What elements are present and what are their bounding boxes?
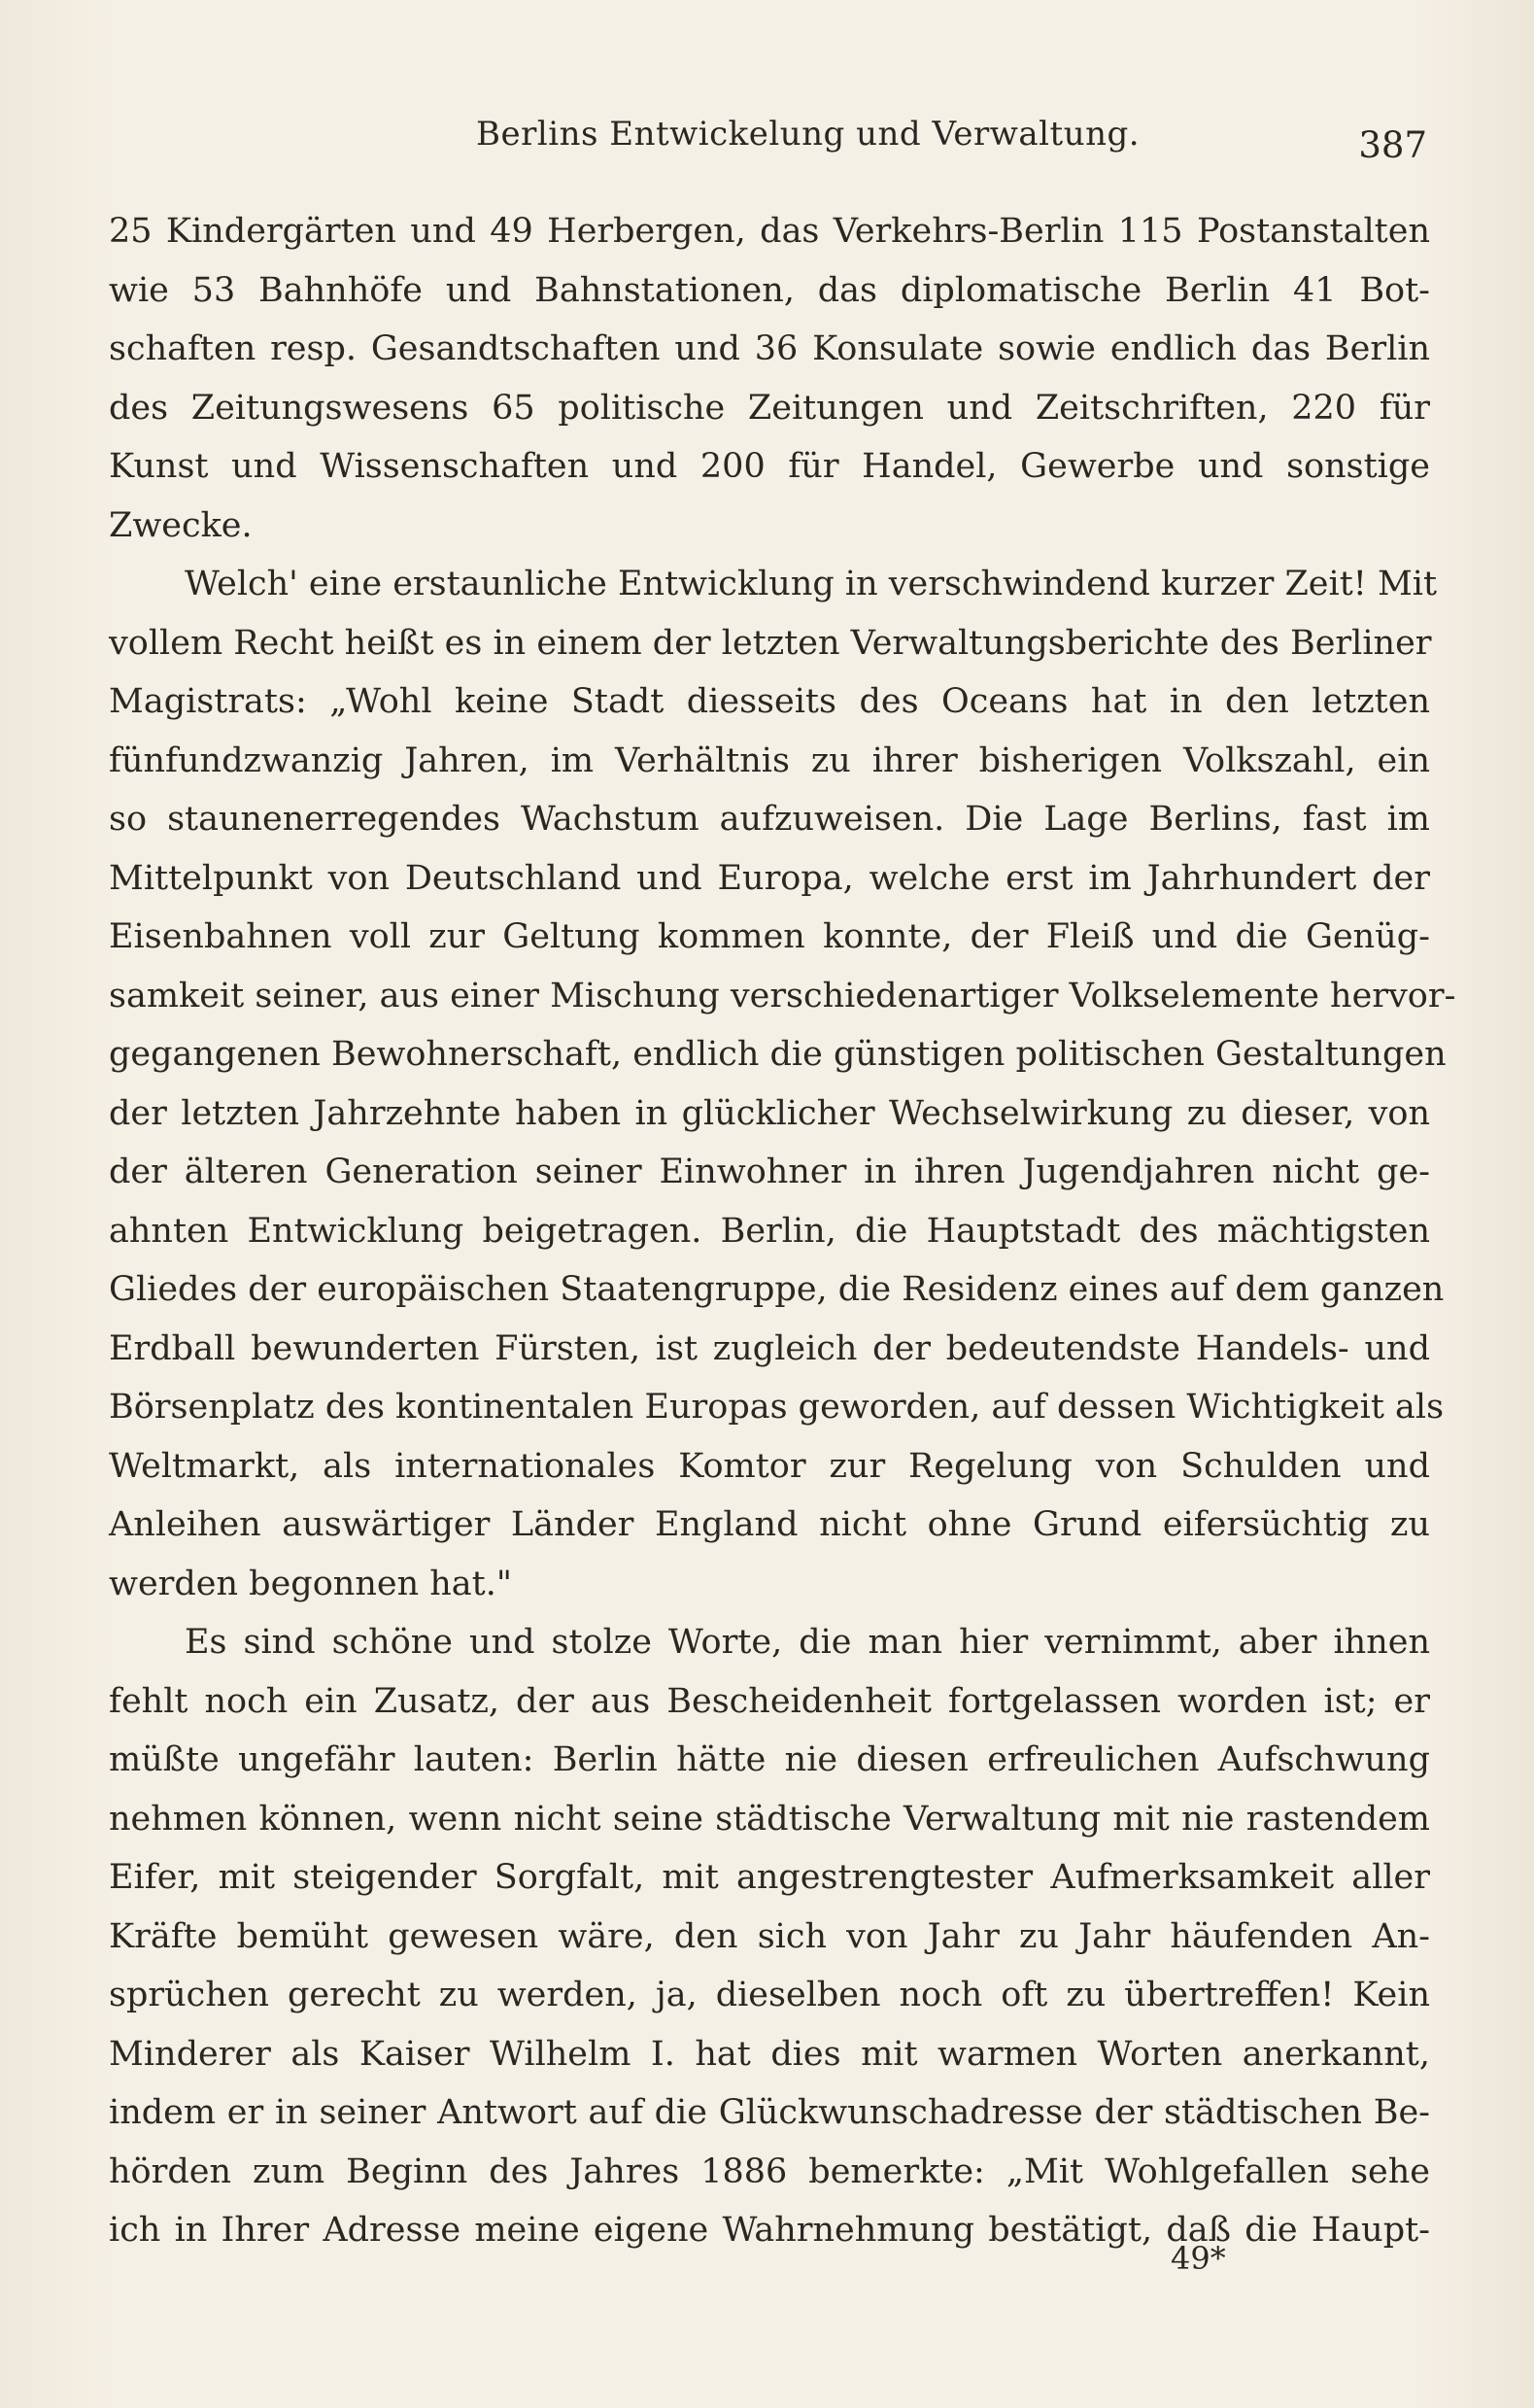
text-line: Magistrats: „Wohl keine Stadt diesseits des Oceans hat in den letzten xyxy=(109,682,1430,721)
text-line: schaften resp. Gesandtschaften und 36 Konsulate sowie endlich das Berlin xyxy=(109,329,1430,368)
text-line: der letzten Jahrzehnte haben in glücklicher Wechselwirkung zu dieser, von xyxy=(109,1093,1430,1133)
text-line: fünfundzwanzig Jahren, im Verhältnis zu ihrer bisherigen Volkszahl, ein xyxy=(109,740,1430,780)
text-line: Erdball bewunderten Fürsten, ist zugleich der bedeutendste Handels- und xyxy=(109,1328,1430,1368)
text-line: Mittelpunkt von Deutschland und Europa, welche erst im Jahrhundert der xyxy=(109,858,1430,898)
text-line: Zwecke. xyxy=(109,505,253,545)
text-line: werden begonnen hat." xyxy=(109,1564,512,1603)
text-line: Eisenbahnen voll zur Geltung kommen konnte, der Fleiß und die Genüg- xyxy=(109,917,1430,956)
text-line: hörden zum Beginn des Jahres 1886 bemerkte: „Mit Wohlgefallen sehe xyxy=(109,2151,1430,2191)
text-line: gegangenen Bewohnerschaft, endlich die günstigen politischen Gestaltungen xyxy=(109,1035,1447,1074)
running-head: Berlins Entwickelung und Verwaltung. xyxy=(476,115,1141,154)
text-line: Weltmarkt, als internationales Komtor zur Regelung von Schulden und xyxy=(109,1446,1430,1486)
signature-mark: 49* xyxy=(1171,2240,1226,2277)
text-line: fehlt noch ein Zusatz, der aus Bescheidenheit fortgelassen worden ist; er xyxy=(109,1681,1430,1721)
text-line: ich in Ihrer Adresse meine eigene Wahrnehmung bestätigt, daß die Haupt- xyxy=(109,2211,1430,2250)
text-line: samkeit seiner, aus einer Mischung verschiedenartiger Volkselemente hervor- xyxy=(109,976,1456,1015)
text-line: vollem Recht heißt es in einem der letzten Verwaltungsberichte des Berliner xyxy=(109,623,1432,663)
text-line: Es sind schöne und stolze Worte, die man hier vernimmt, aber ihnen xyxy=(185,1623,1430,1662)
text-line: Börsenplatz des kontinentalen Europas geworden, auf dessen Wichtigkeit als xyxy=(109,1388,1445,1427)
text-line: so staunenerregendes Wachstum aufzuweisen. Die Lage Berlins, fast im xyxy=(109,800,1430,839)
body-text xyxy=(109,202,1456,2260)
text-line: des Zeitungswesens 65 politische Zeitungen und Zeitschriften, 220 für xyxy=(109,388,1430,428)
text-line: müßte ungefähr lauten: Berlin hätte nie diesen erfreulichen Aufschwung xyxy=(109,1740,1430,1779)
text-line: wie 53 Bahnhöfe und Bahnstationen, das diplomatische Berlin 41 Bot- xyxy=(109,270,1430,310)
text-line: Anleihen auswärtiger Länder England nicht ohne Grund eifersüchtig zu xyxy=(109,1505,1430,1544)
text-line: indem er in seiner Antwort auf die Glückwunschadresse der städtischen Be- xyxy=(109,2093,1430,2132)
text-line: Kunst und Wissenschaften und 200 für Handel, Gewerbe und sonstige xyxy=(109,447,1430,486)
page-number: 387 xyxy=(1358,124,1427,166)
text-line: nehmen können, wenn nicht seine städtische Verwaltung mit nie rastendem xyxy=(109,1799,1430,1839)
text-line: Welch' eine erstaunliche Entwicklung in verschwindend kurzer Zeit! Mit xyxy=(185,565,1438,603)
text-line: Kräfte bemüht gewesen wäre, den sich von Jahr zu Jahr häufenden An- xyxy=(109,1916,1430,1956)
text-line: ahnten Entwicklung beigetragen. Berlin, die Hauptstadt des mächtigsten xyxy=(109,1211,1430,1251)
text-line: sprüchen gerecht zu werden, ja, dieselben noch oft zu übertreffen! Kein xyxy=(109,1976,1430,2014)
text-line: 25 Kindergärten und 49 Herbergen, das Verkehrs-Berlin 115 Postanstalten xyxy=(109,212,1430,251)
text-line: Eifer, mit steigender Sorgfalt, mit angestrengtester Aufmerksamkeit aller xyxy=(109,1858,1430,1897)
text-line: der älteren Generation seiner Einwohner in ihren Jugendjahren nicht ge- xyxy=(109,1152,1430,1191)
text-line: Minderer als Kaiser Wilhelm I. hat dies mit warmen Worten anerkannt, xyxy=(109,2034,1430,2074)
text-line: Gliedes der europäischen Staatengruppe, die Residenz eines auf dem ganzen xyxy=(109,1270,1445,1309)
